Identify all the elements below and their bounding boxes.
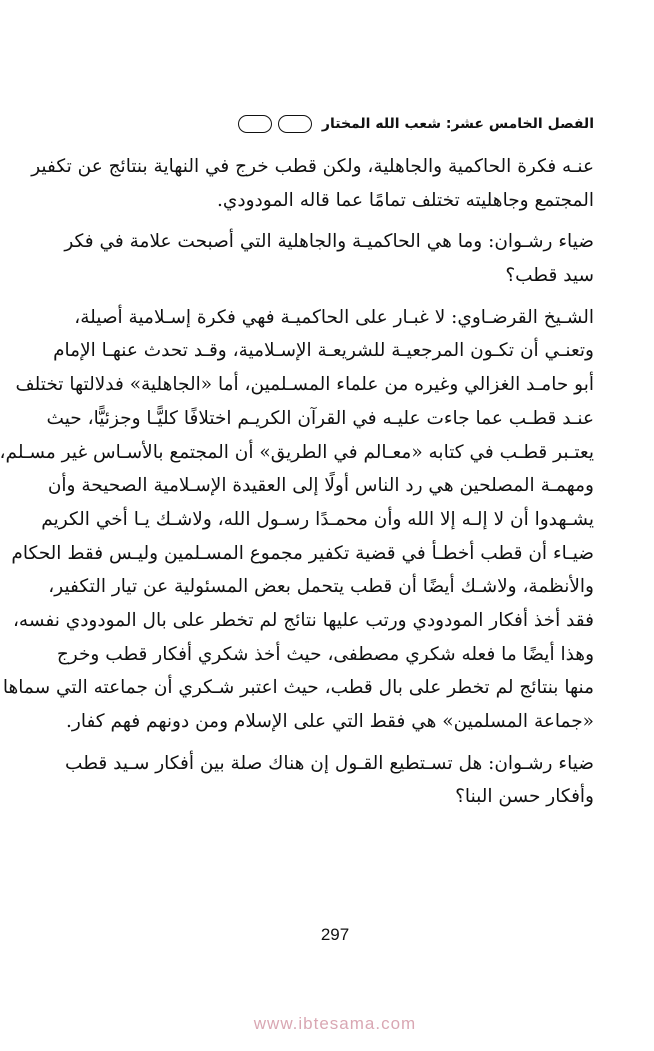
body-text — [0, 150, 594, 822]
text-line: يعتـبر قطـب في كتابه «معـالم في الطريق» أن المجتمع بالأسـاس غير مسـلم، — [0, 441, 594, 463]
paragraph — [31, 150, 594, 217]
running-header — [106, 108, 594, 140]
text-line: أبو حامـد الغزالي وغيره من علماء المسـلمين، أما «الجاهلية» فدلالتها تختلف — [15, 374, 594, 396]
page-number: 297 — [320, 925, 350, 944]
text-line: وأفكار حسن البنا؟ — [455, 786, 594, 808]
text-line: ضيـاء أن قطب أخطـأ في قضية تكفير مجموع المسـلمين وليـس فقط الحكام — [11, 542, 594, 564]
text-line: عنـه فكرة الحاكمية والجاهلية، ولكن قطب خرج في النهاية بنتائج عن تكفير — [31, 156, 594, 177]
text-line: والأنظمة، ولاشـك أيضًا أن قطب يتحمل بعض المسئولية عن تيار التكفير، — [48, 576, 594, 598]
text-line: سيد قطب؟ — [505, 265, 594, 287]
text-line: وهذا أيضًا ما فعله شكري مصطفى، حيث أخذ شكري أفكار قطب وخرج — [56, 643, 594, 665]
text-line: «جماعة المسلمين» هي فقط التي على الإسلام ومن دونهم فهم كفار. — [66, 711, 594, 732]
text-line: المجتمع وجاهليته تختلف تمامًا عما قاله المودودي. — [217, 189, 594, 211]
text-line: فقد أخذ أفكار المودودي ورتب عليها نتائج لم تخطر على بال المودودي نفسه، — [12, 609, 594, 631]
text-line: ضياء رشـوان: هل تسـتطيع القـول إن هناك صلة بين أفكار سـيد قطب — [65, 752, 594, 774]
paragraph — [65, 747, 594, 814]
text-line: يشـهدوا أن لا إلـه إلا الله وأن محمـدًا رسـول الله، ولاشـك يـا أخي الكريم — [41, 508, 594, 530]
text-line: عنـد قطـب عما جاءت عليـه في القرآن الكريـم اختلافًا كليًّـا وجزئيًّا، حيث — [46, 407, 594, 429]
text-line: ضياء رشـوان: وما هي الحاكميـة والجاهلية التي أصبحت علامة في فكر — [64, 231, 594, 253]
paragraph — [64, 225, 594, 292]
text-line: الشـيخ القرضـاوي: لا غبـار على الحاكميـة فهي فكرة إسـلامية أصيلة، — [74, 306, 594, 328]
text-line: وتعنـي أن تكـون المرجعيـة للشريعـة الإسـلامية، وقـد تحدث عنهـا الإمام — [53, 340, 594, 362]
text-line: منها بنتائج لم تخطر على بال قطب، حيث اعتبر شـكري أن جماعته التي سماها — [2, 677, 594, 699]
paragraph — [0, 301, 594, 739]
text-line: ومهمـة المصلحين هي رد الناس أولًا إلى العقيدة الإسـلامية الصحيحة وأن — [47, 475, 594, 497]
header-ornament-icon — [238, 115, 312, 133]
watermark: www.ibtesama.com — [253, 1014, 417, 1033]
chapter-title: الفصل الخامس عشر: شعب الله المختار — [321, 116, 594, 132]
